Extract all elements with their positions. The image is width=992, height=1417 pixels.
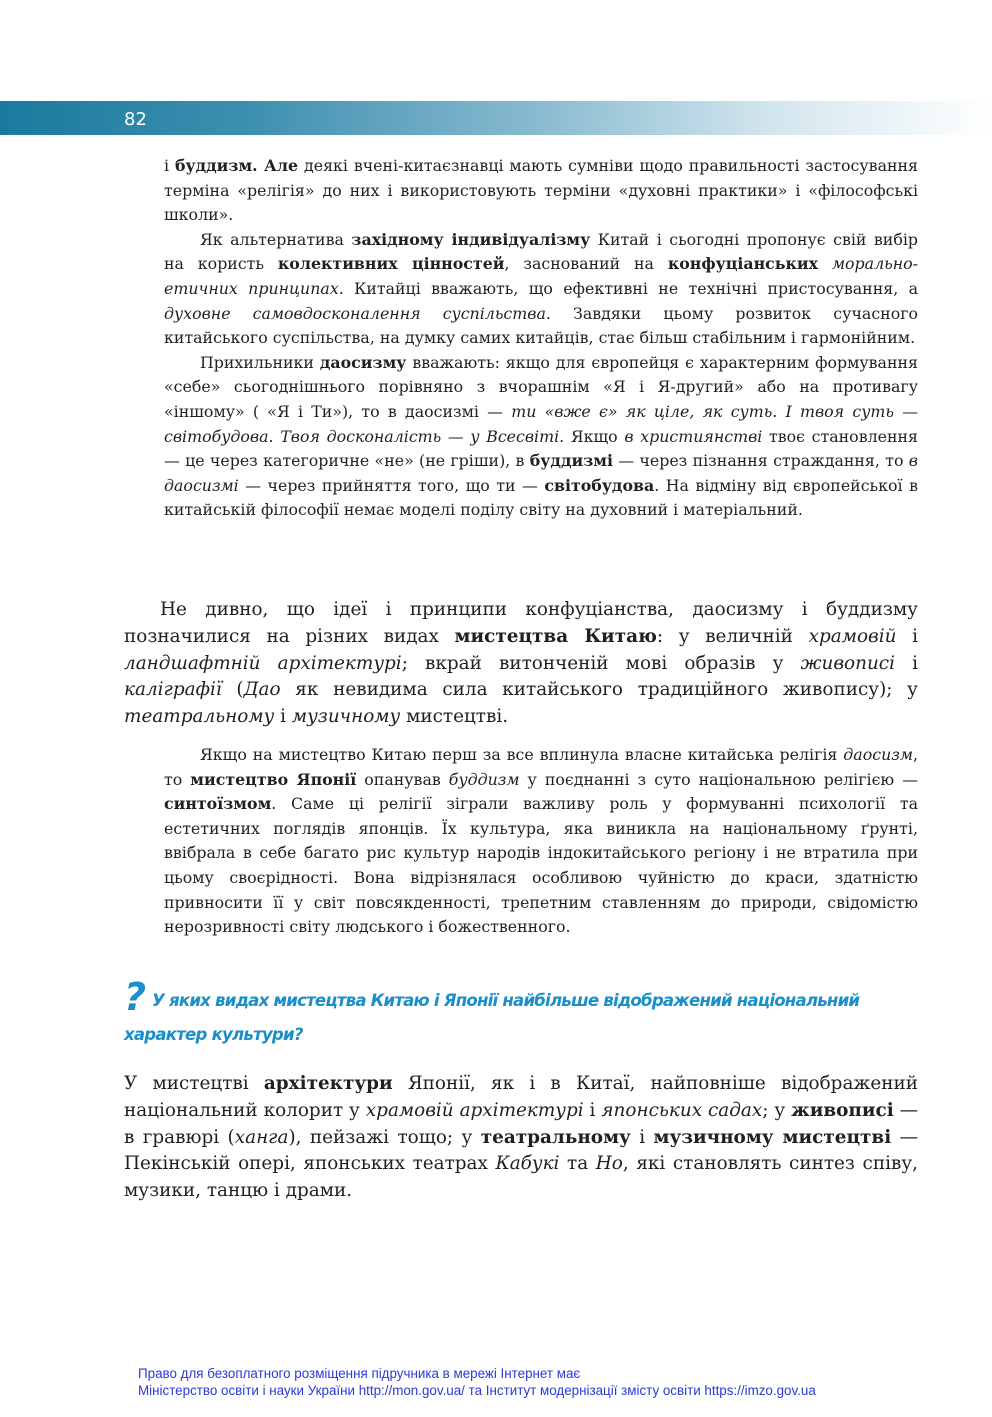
footer-copyright [138, 1366, 898, 1400]
text-run: . На відміну від європейської в китайській філософії немає моделі поділу світу на духовний і матеріальний. [164, 475, 918, 520]
text-run: і [583, 1099, 602, 1121]
text-run: У мистецтві [124, 1073, 264, 1094]
italic-term: каліграфії [124, 679, 222, 701]
paragraph [124, 1071, 918, 1205]
header-band [0, 101, 992, 135]
italic-term: в християнстві [624, 426, 763, 446]
bold-term: синтоїзмом [164, 794, 272, 814]
bold-term: колективних цінностей [277, 254, 505, 274]
paragraph [164, 351, 918, 523]
italic-term: ти «вже є» як ціле, як суть. І твоя суть — світобудова. Твоя досконалість — у Всесвіті. [164, 401, 918, 446]
text-run: Японії, як і в Китаї, найповніше відображений національний колорит у [124, 1073, 918, 1121]
text-run: і [895, 652, 919, 674]
text-run: опанував [356, 769, 449, 789]
text-run: , які становлять синтез співу, музики, танцю і драми. [124, 1153, 918, 1202]
text-run: вважають: якщо для європейця є характерним формування «себе» сьогоднішнього порівняно з вчорашнім «Я і Я-другий» або на противагу «іншому» ( «Я і Ти»), то в даосизмі — [164, 352, 918, 421]
text-run: : у величній [656, 625, 809, 647]
italic-term: Дао [243, 679, 281, 701]
bold-term: даосизму [319, 352, 407, 372]
text-run: ; у [762, 1099, 792, 1121]
italic-term: буддизм [448, 769, 520, 789]
italic-term: театральному [124, 706, 275, 728]
italic-term: духовне самовдосконалення суспільства [164, 303, 546, 323]
text-run: Прихильники [200, 352, 320, 372]
italic-term: морально-етичних принципах [164, 254, 918, 298]
text-run: , то [164, 745, 918, 789]
text-run: ), пейзажі тощо; у [288, 1126, 481, 1148]
text-run: Не дивно, що ідеї і принципи конфуціанства, даосизму і буддизму позначилися на різних видах [124, 599, 918, 647]
paragraph [164, 743, 918, 940]
bold-term: буддизм. Але [174, 156, 299, 175]
text-run: . Саме ці релігії зіграли важливу роль у формуванні психології та естетичних поглядів японців. Їх культура, яка виникла на національному ґрунті, ввібрала в себе багато рис культур народів індокитайського регіону і не втратила при цьому своєрідності. Вона відрізнялася особливою чуйністю до краси, здатністю привносити її у світ повсякденності, трепетним ставленням до природи, свідомістю нерозривності світу людського і божественного. [164, 794, 918, 937]
text-run: і [630, 1126, 654, 1148]
text-run: і [896, 625, 918, 647]
question-text: У яких видах мистецтва Китаю і Японії найбільше відображений національний характер культури? [124, 991, 860, 1044]
footer-line: Право для безоплатного розміщення підручника в мережі Інтернет має [138, 1366, 581, 1381]
text-run: деякі вчені-китаєзнавці мають сумніви щодо правильності застосування терміна «релігія» до них і використовують терміни «духовні практики» і «філософські школи». [164, 156, 919, 225]
question-mark-icon: ? [124, 975, 147, 1019]
text-run: Якщо [564, 426, 625, 446]
text-run: ( [221, 679, 244, 701]
bold-term: світобудова [544, 475, 655, 495]
text-run: , заснований на [504, 254, 668, 274]
italic-term: ландшафтній архітектурі [124, 652, 402, 674]
text-run: — Пекінській опері, японських театрах [124, 1126, 918, 1175]
italic-term: живописі [800, 652, 895, 674]
italic-term: храмовій архітектурі [365, 1099, 584, 1121]
text-run [818, 254, 832, 273]
italic-term: музичному [291, 706, 401, 728]
text-run: у поєднанні з суто національною релігією — [519, 769, 918, 789]
text-run: як невидима сила китайського традиційного живопису); у [280, 679, 918, 701]
bold-term: західному індивідуалізму [351, 229, 591, 249]
bold-term: архітектури [263, 1073, 393, 1094]
paragraph [124, 597, 918, 731]
text-run: та [559, 1153, 596, 1175]
italic-term: Кабукі [495, 1153, 560, 1175]
text-run: Якщо на мистецтво Китаю перш за все вплинула власне китайська релігія [200, 745, 844, 764]
footer-line: Міністерство освіти і науки України http://mon.gov.ua/ та Інститут модернізації змісту освіти https://imzo.gov.ua [138, 1382, 816, 1398]
text-block-china-art [124, 597, 918, 731]
italic-term: даосизм [843, 745, 913, 764]
text-block-religion [164, 154, 918, 523]
bold-term: буддизмі [529, 451, 613, 471]
text-run: мистецтві. [400, 706, 509, 728]
paragraph [164, 154, 918, 228]
italic-term: в даосизмі [164, 451, 918, 495]
text-run: ; вкрай витонченій мові образів у [401, 652, 801, 674]
text-run: — в гравюрі ( [124, 1099, 918, 1148]
page-number: 82 [124, 109, 147, 130]
text-block-answer [124, 1071, 918, 1205]
paragraph [164, 228, 918, 351]
italic-term: Но [595, 1153, 623, 1175]
bold-term: мистецтва Китаю [454, 625, 657, 647]
bold-term: театральному [480, 1126, 631, 1148]
italic-term: ханга [234, 1126, 289, 1148]
italic-term: японських садах [601, 1099, 763, 1121]
review-question [124, 975, 924, 1052]
text-run: Китай і сьогодні пропонує свій вибір на користь [164, 229, 919, 274]
text-run: Як альтернатива [200, 229, 352, 249]
text-run: . Китайці вважають, що ефективні не технічні пристосування, а [338, 278, 918, 298]
text-run: і [274, 706, 292, 728]
bold-term: музичному мистецтві [653, 1126, 892, 1148]
text-run: . Завдяки цьому розвиток сучасного китайського суспільства, на думку самих китайців, стає більш стабільним і гармонійним. [164, 303, 918, 348]
bold-term: живописі [791, 1099, 894, 1121]
text-run: — через прийняття того, що ти — [238, 475, 545, 495]
text-block-japan-art [164, 743, 918, 940]
bold-term: конфуціанських [667, 254, 819, 274]
bold-term: мистецтво Японії [190, 769, 357, 789]
text-run: і [164, 156, 175, 175]
text-run: — через пізнання страждання, то [613, 451, 909, 471]
italic-term: храмовій [808, 625, 897, 647]
text-run: твоє становлення — це через категоричне «не» (не гріши), в [164, 426, 918, 471]
